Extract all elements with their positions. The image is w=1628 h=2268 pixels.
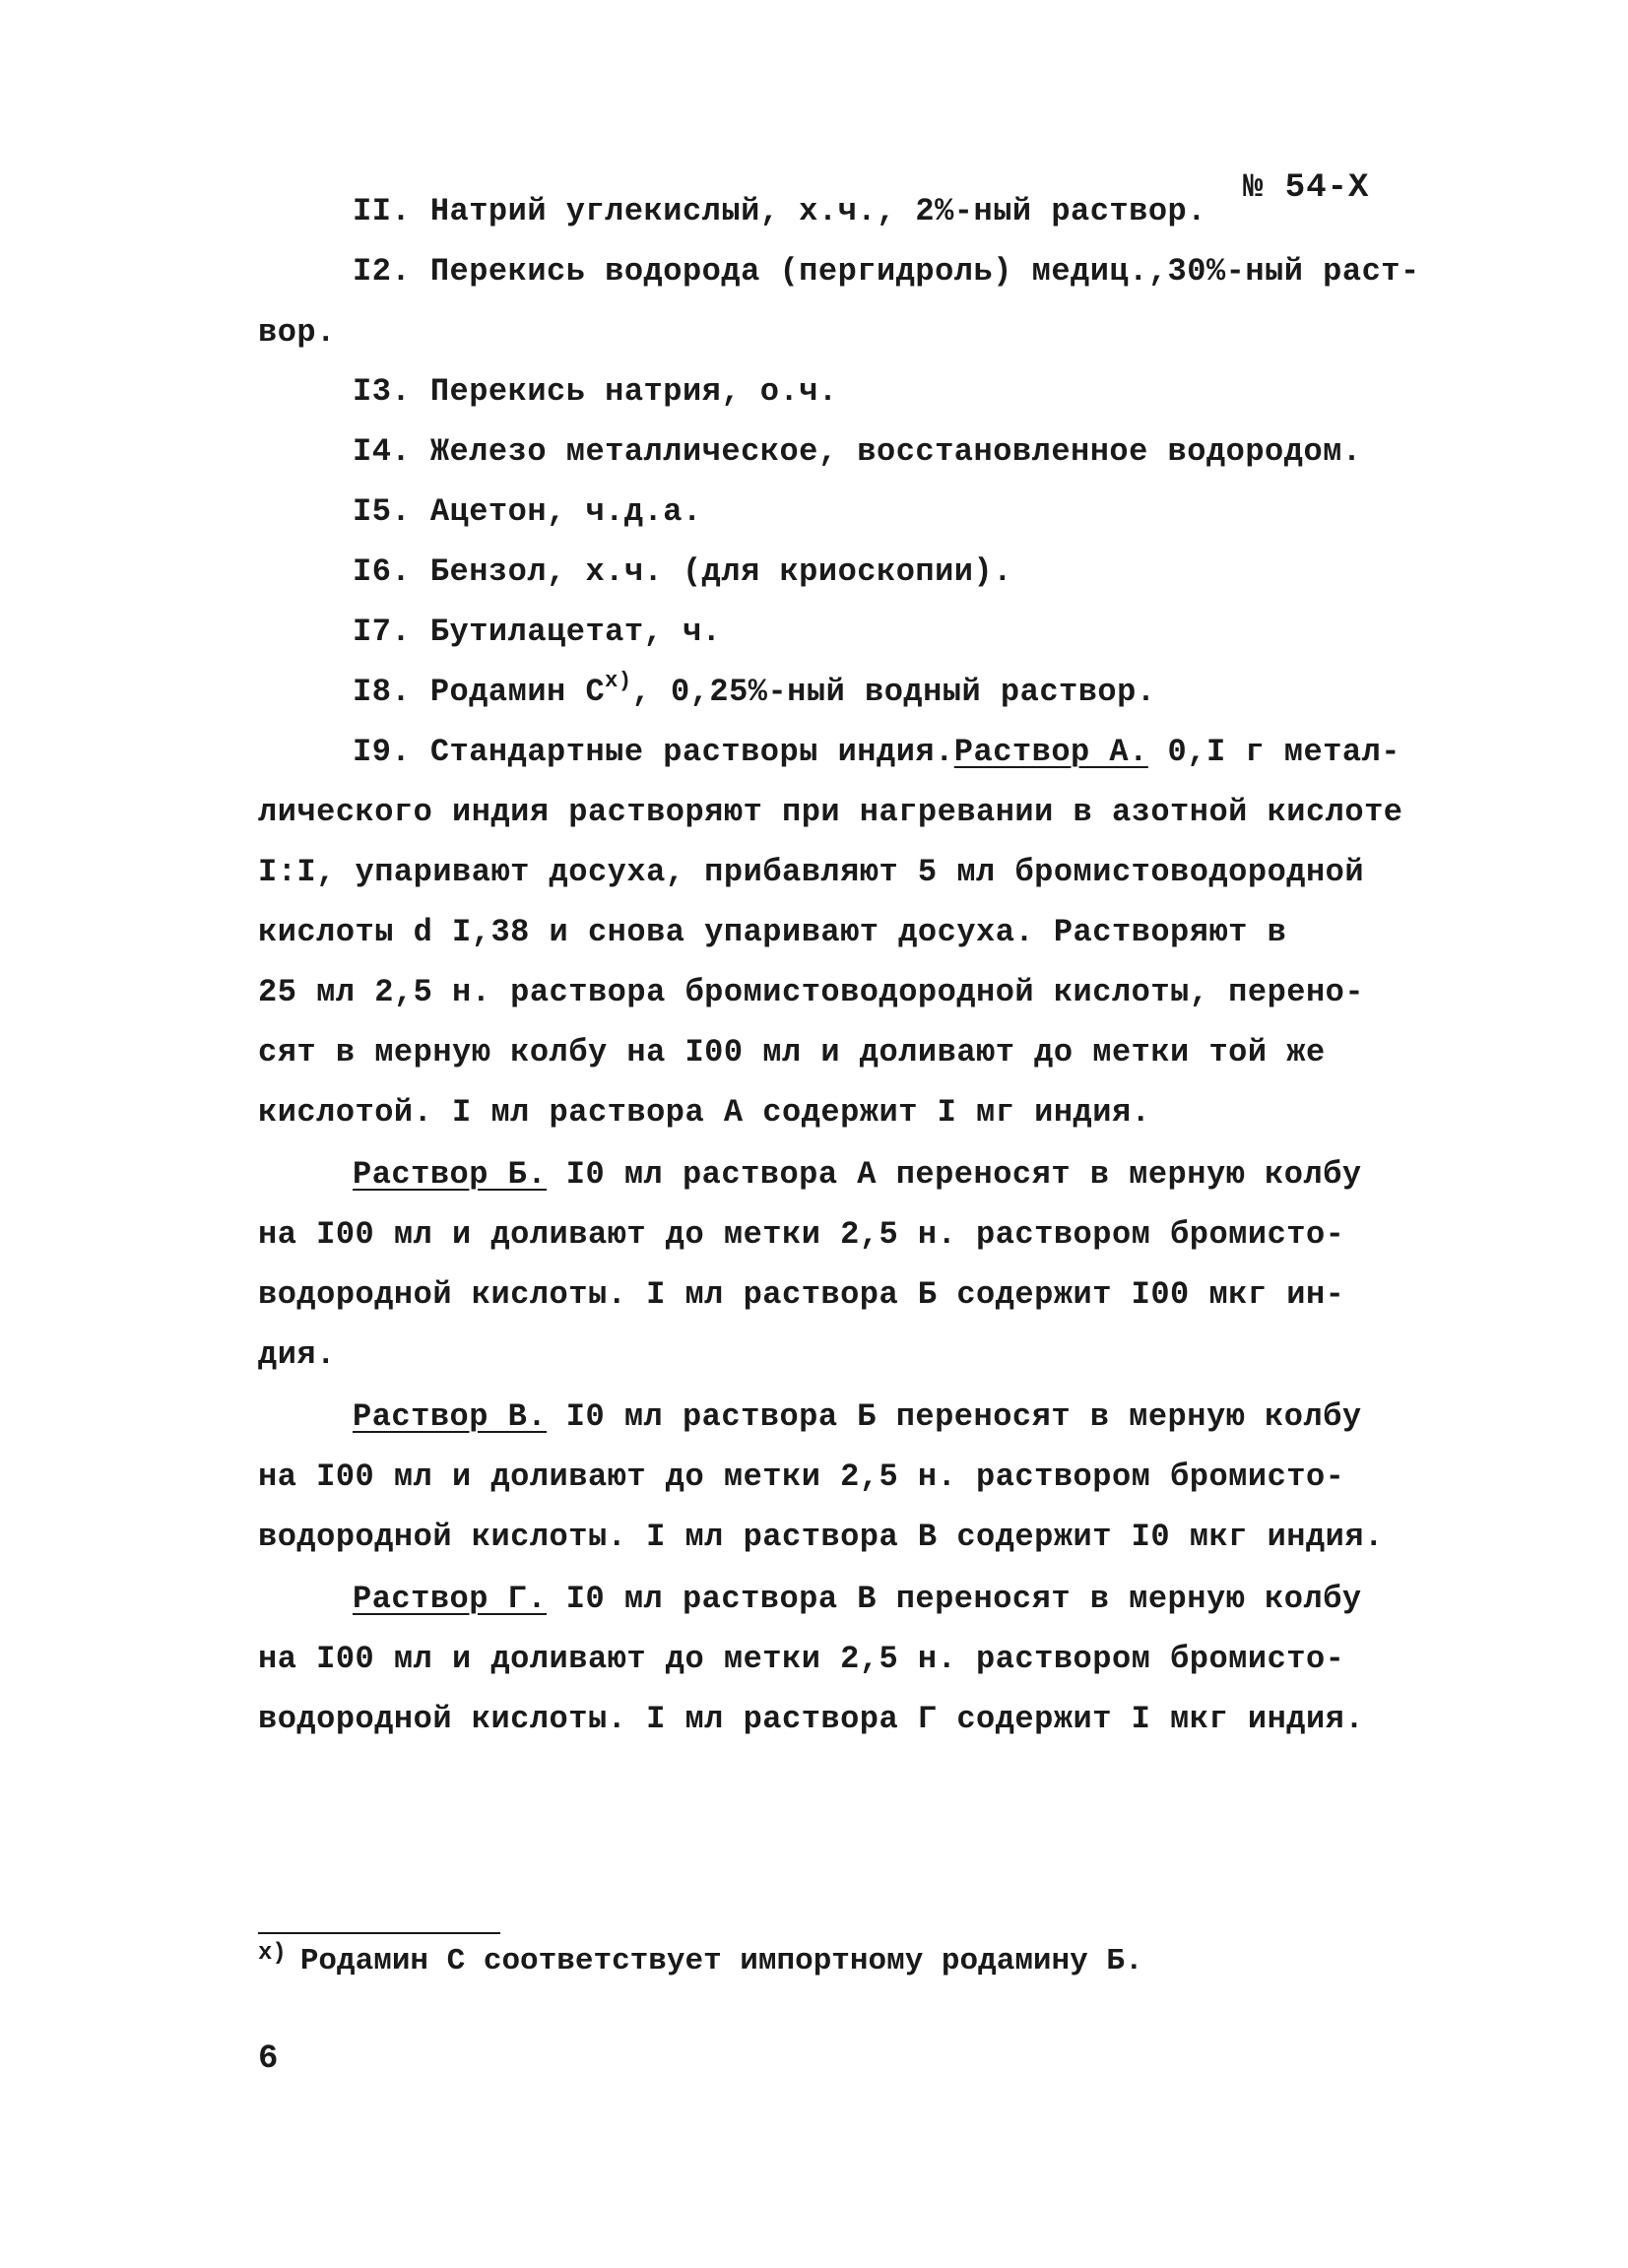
solution-b-line-4: дия. [258,1336,336,1373]
solution-a-line-6: сят в мерную колбу на I00 мл и доливают до метки той же [258,1034,1326,1070]
document-number: № 54-Х [1243,169,1370,207]
footnote-divider [258,1932,500,1934]
solution-b-label: Раствор Б. [353,1156,548,1193]
solution-v-text: I0 мл раствора Б переносят в мерную колбу [547,1398,1362,1435]
solution-a-line-3: I:I, упаривают досуха, прибавляют 5 мл бромистоводородной [258,854,1365,890]
item-19-text: 0,I г метал- [1147,734,1400,770]
solution-g-line-3: водородной кислоты. I мл раствора Г содержит I мкг индия. [258,1701,1365,1737]
footnote-text: Родамин С соответствует импортному родамину Б. [299,1944,1143,1978]
solution-g-text: I0 мл раствора В переносят в мерную колбу [547,1581,1362,1617]
item-19-line-1 [353,733,1400,772]
solution-g-line-1 [353,1580,1362,1619]
solution-a-line-2: лического индия растворяют при нагревании в азотной кислоте [258,794,1403,830]
solution-g-line-2: на I00 мл и доливают до метки 2,5 н. раствором бромисто- [258,1641,1345,1677]
solution-a-line-4: кислоты d I,38 и снова упаривают досуха. Растворяют в [258,914,1287,950]
solution-b-line-3: водородной кислоты. I мл раствора Б содержит I00 мкг ин- [258,1276,1345,1313]
solution-b-line-1 [353,1155,1362,1195]
solution-b-text: I0 мл раствора А переносят в мерную колбу [547,1156,1362,1193]
solution-v-line-1 [353,1397,1362,1437]
item-16: I6. Бензол, х.ч. (для криоскопии). [353,553,1012,590]
footnote [258,1942,1143,1981]
solution-v-line-3: водородной кислоты. I мл раствора В содержит I0 мкг индия. [258,1519,1384,1555]
item-12-line-1: I2. Перекись водорода (пергидроль) медиц.,30%-ный раст- [353,253,1420,290]
item-13: I3. Перекись натрия, о.ч. [353,373,838,410]
item-17: I7. Бутилацетат, ч. [353,614,722,650]
item-14: I4. Железо металлическое, восстановленное водородом. [353,433,1362,470]
solution-a-label: Раствор А. [953,734,1148,770]
item-18-text-end: , 0,25%-ный водный раствор. [631,674,1156,710]
solution-v-label: Раствор В. [353,1398,548,1435]
footnote-mark: x) [258,1940,287,1967]
item-18 [353,669,1156,712]
solution-v-line-2: на I00 мл и доливают до метки 2,5 н. раствором бромисто- [258,1458,1345,1495]
item-11: II. Натрий углекислый, х.ч., 2%-ный раствор. [353,193,1206,229]
solution-g-label: Раствор Г. [353,1581,548,1617]
footnote-reference-mark: x) [605,669,632,693]
item-12-line-2: вор. [258,314,336,351]
item-18-text-start: I8. Родамин С [353,674,606,710]
solution-a-line-7: кислотой. I мл раствора А содержит I мг индия. [258,1094,1151,1131]
item-19-heading: I9. Стандартные растворы индия. [353,734,954,770]
page-number: 6 [258,2041,279,2078]
solution-a-line-5: 25 мл 2,5 н. раствора бромистоводородной кислоты, перено- [258,974,1365,1010]
item-15: I5. Ацетон, ч.д.а. [353,493,702,530]
solution-b-line-2: на I00 мл и доливают до метки 2,5 н. раствором бромисто- [258,1216,1345,1253]
